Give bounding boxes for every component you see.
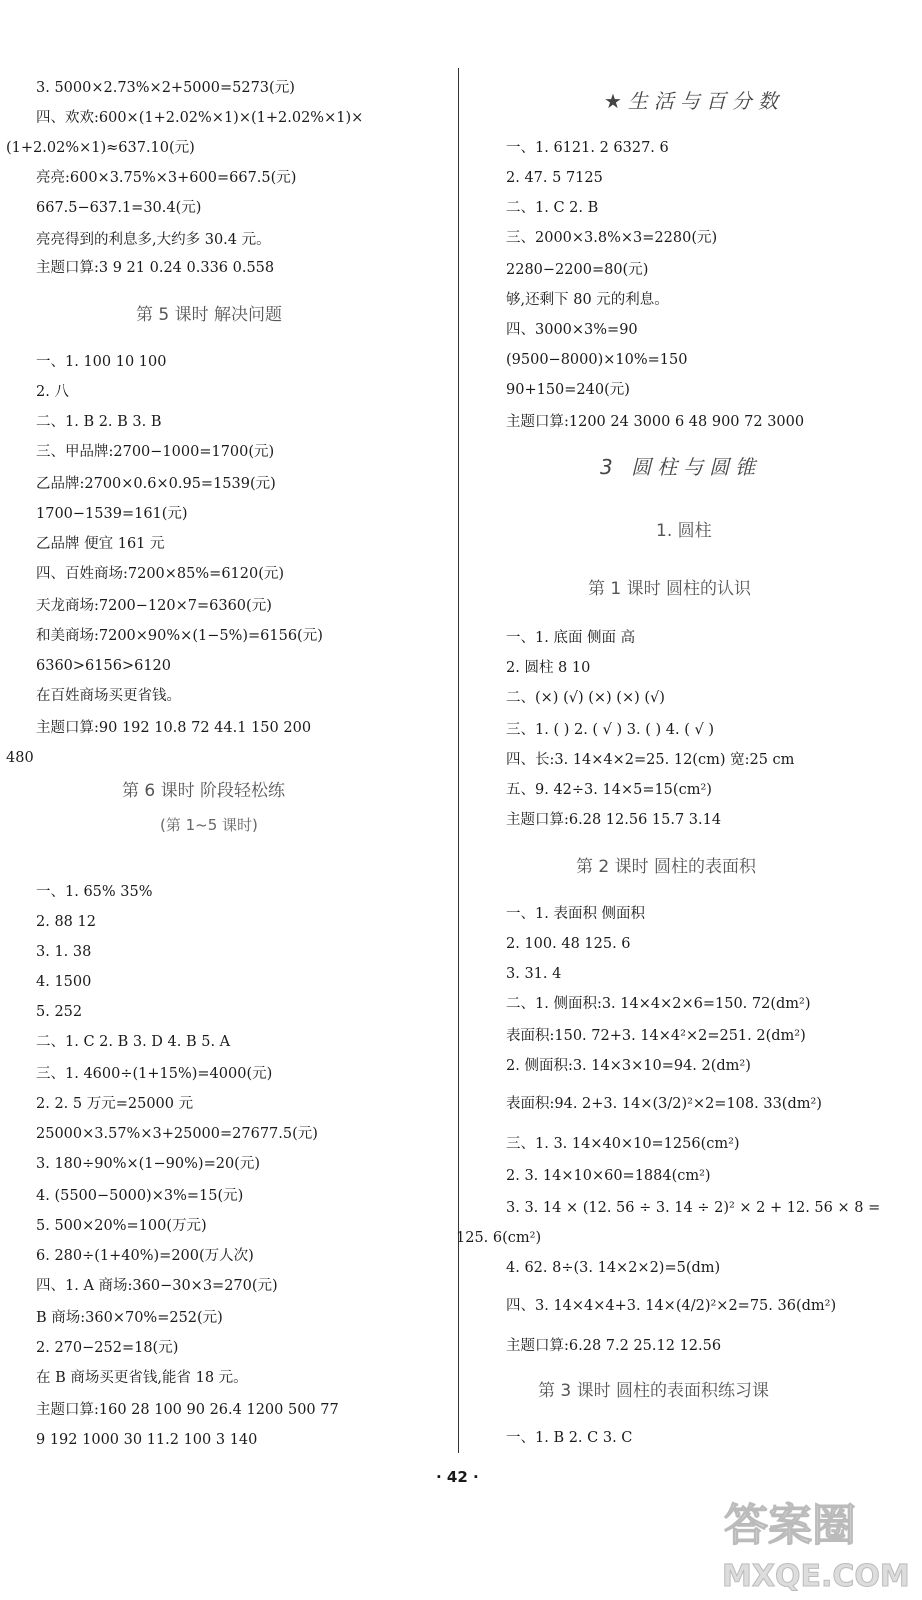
answer-line: 2. 2. 5 万元=25000 元 — [36, 1096, 194, 1112]
answer-line: 667.5−637.1=30.4(元) — [36, 200, 202, 216]
answer-line: 5. 252 — [36, 1004, 83, 1020]
answer-line: 2280−2200=80(元) — [506, 262, 649, 278]
section-subheading: (第 1~5 课时) — [160, 816, 258, 834]
section-heading: 第 2 课时 圆柱的表面积 — [576, 857, 757, 877]
watermark-bottom: MXQE.COM — [722, 1559, 910, 1594]
answer-line: 6360>6156>6120 — [36, 658, 172, 674]
chapter-heading: 3 圆柱与圆锥 — [600, 455, 762, 479]
answer-line: 125. 6(cm²) — [456, 1230, 542, 1246]
answer-line: 四、长:3. 14×4×2=25. 12(cm) 宽:25 cm — [506, 752, 795, 768]
answer-line: 3. 1. 38 — [36, 944, 92, 960]
section-heading: 第 1 课时 圆柱的认识 — [588, 579, 752, 599]
answer-line: 主题口算:6.28 12.56 15.7 3.14 — [506, 812, 722, 828]
answer-line: 在百姓商场买更省钱。 — [36, 688, 181, 704]
answer-line: 和美商场:7200×90%×(1−5%)=6156(元) — [36, 628, 323, 644]
answer-line: 2. 270−252=18(元) — [36, 1340, 179, 1356]
answer-line: 3. 31. 4 — [506, 966, 562, 982]
answer-line: 2. 100. 48 125. 6 — [506, 936, 631, 952]
answer-line: 亮亮得到的利息多,大约多 30.4 元。 — [36, 232, 271, 248]
answer-line: 二、1. C 2. B — [506, 200, 599, 216]
answer-line: (9500−8000)×10%=150 — [506, 352, 688, 368]
answer-line: 天龙商场:7200−120×7=6360(元) — [36, 598, 272, 614]
answer-line: 主题口算:3 9 21 0.24 0.336 0.558 — [36, 260, 275, 276]
answer-line: 四、1. A 商场:360−30×3=270(元) — [36, 1278, 278, 1294]
answer-line: 乙品牌 便宜 161 元 — [36, 536, 165, 552]
answer-line: B 商场:360×70%=252(元) — [36, 1310, 223, 1326]
section-heading: 1. 圆柱 — [656, 521, 712, 541]
answer-line: 二、1. B 2. B 3. B — [36, 414, 162, 430]
answer-line: 25000×3.57%×3+25000=27677.5(元) — [36, 1126, 318, 1142]
answer-line: 三、1. ( ) 2. ( √ ) 3. ( ) 4. ( √ ) — [506, 722, 714, 738]
answer-line: 四、3000×3%=90 — [506, 322, 638, 338]
answer-line: 2. 3. 14×10×60=1884(cm²) — [506, 1168, 711, 1184]
answer-line: 三、2000×3.8%×3=2280(元) — [506, 230, 718, 246]
answer-line: 5. 500×20%=100(万元) — [36, 1218, 207, 1234]
answer-line: 1700−1539=161(元) — [36, 506, 188, 522]
answer-line: 二、1. 侧面积:3. 14×4×2×6=150. 72(dm²) — [506, 996, 811, 1012]
answer-line: 主题口算:1200 24 3000 6 48 900 72 3000 — [506, 414, 805, 430]
chapter-heading: ★生活与百分数 — [604, 89, 784, 113]
answer-line: 五、9. 42÷3. 14×5=15(cm²) — [506, 782, 712, 798]
answer-line: 2. 88 12 — [36, 914, 96, 930]
answer-line: 三、1. 4600÷(1+15%)=4000(元) — [36, 1066, 273, 1082]
answer-line: 二、1. C 2. B 3. D 4. B 5. A — [36, 1034, 231, 1050]
answer-line: 乙品牌:2700×0.6×0.95=1539(元) — [36, 476, 276, 492]
answer-line: 二、(×) (√) (×) (×) (√) — [506, 690, 665, 706]
answer-line: 表面积:150. 72+3. 14×4²×2=251. 2(dm²) — [506, 1028, 806, 1044]
answer-line: 90+150=240(元) — [506, 382, 630, 398]
section-heading: 第 3 课时 圆柱的表面积练习课 — [538, 1381, 770, 1401]
answer-line: 4. 62. 8÷(3. 14×2×2)=5(dm) — [506, 1260, 721, 1276]
answer-line: 480 — [6, 750, 34, 766]
answer-line: 四、百姓商场:7200×85%=6120(元) — [36, 566, 285, 582]
answer-line: 三、1. 3. 14×40×10=1256(cm²) — [506, 1136, 740, 1152]
answer-line: 2. 47. 5 7125 — [506, 170, 603, 186]
watermark-top: 答案圈 — [724, 1500, 856, 1551]
answer-line: 四、欢欢:600×(1+2.02%×1)×(1+2.02%×1)× — [36, 110, 364, 126]
answer-line: 一、1. 65% 35% — [36, 884, 153, 900]
watermark-logo — [716, 1482, 916, 1597]
answer-line: 2. 侧面积:3. 14×3×10=94. 2(dm²) — [506, 1058, 751, 1074]
page-number: · 42 · — [436, 1468, 479, 1486]
section-heading: 第 6 课时 阶段轻松练 — [122, 781, 286, 801]
answer-line: 表面积:94. 2+3. 14×(3/2)²×2=108. 33(dm²) — [506, 1096, 822, 1112]
answer-line: 一、1. 底面 侧面 高 — [506, 630, 636, 646]
answer-line: 一、1. 100 10 100 — [36, 354, 167, 370]
answer-line: 主题口算:6.28 7.2 25.12 12.56 — [506, 1338, 722, 1354]
answer-line: (1+2.02%×1)≈637.10(元) — [6, 140, 195, 156]
answer-line: 在 B 商场买更省钱,能省 18 元。 — [36, 1370, 248, 1386]
answer-line: 4. 1500 — [36, 974, 92, 990]
answer-line: 2. 圆柱 8 10 — [506, 660, 591, 676]
answer-line: 三、甲品牌:2700−1000=1700(元) — [36, 444, 275, 460]
section-heading: 第 5 课时 解决问题 — [136, 305, 283, 325]
answer-line: 2. 八 — [36, 384, 69, 400]
answer-line: 亮亮:600×3.75%×3+600=667.5(元) — [36, 170, 297, 186]
answer-line: 一、1. 6121. 2 6327. 6 — [506, 140, 669, 156]
answer-line: 主题口算:160 28 100 90 26.4 1200 500 77 — [36, 1402, 339, 1418]
answer-line: 9 192 1000 30 11.2 100 3 140 — [36, 1432, 258, 1448]
answer-line: 一、1. B 2. C 3. C — [506, 1430, 633, 1446]
answer-line: 3. 3. 14 × (12. 56 ÷ 3. 14 ÷ 2)² × 2 + 12. 56 × 8 = — [506, 1200, 881, 1216]
answer-line: 3. 180÷90%×(1−90%)=20(元) — [36, 1156, 260, 1172]
answer-line: 四、3. 14×4×4+3. 14×(4/2)²×2=75. 36(dm²) — [506, 1298, 837, 1314]
answer-line: 主题口算:90 192 10.8 72 44.1 150 200 — [36, 720, 312, 736]
answer-line: 6. 280÷(1+40%)=200(万人次) — [36, 1248, 254, 1264]
answer-line: 3. 5000×2.73%×2+5000=5273(元) — [36, 80, 295, 96]
answer-line: 一、1. 表面积 侧面积 — [506, 906, 646, 922]
answer-line: 4. (5500−5000)×3%=15(元) — [36, 1188, 244, 1204]
answer-line: 够,还剩下 80 元的利息。 — [506, 292, 669, 308]
